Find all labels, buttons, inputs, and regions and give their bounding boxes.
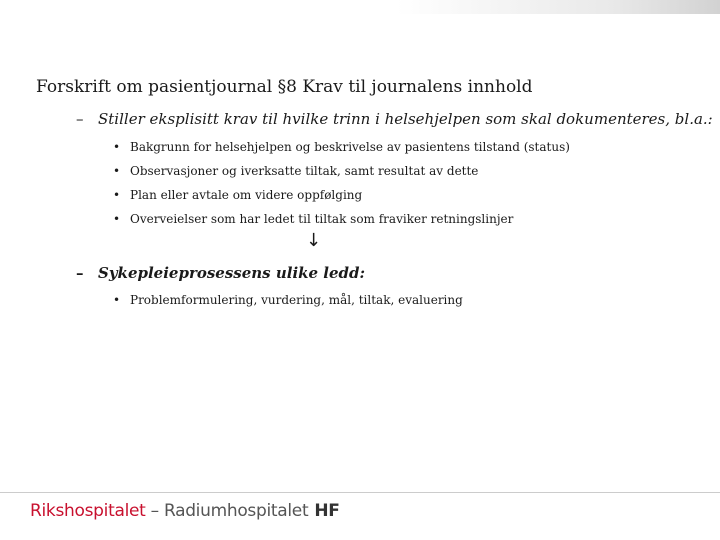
footer-divider (0, 492, 720, 493)
slide-title: Forskrift om pasientjournal §8 Krav til journalens innhold (36, 77, 533, 97)
footer-logo (30, 501, 340, 521)
list-item (113, 164, 478, 178)
list-item-text: Plan eller avtale om videre oppfølging (130, 188, 363, 202)
section-2-text: Sykepleieprosessens ulike ledd: (98, 264, 366, 282)
top-decorative-bar (0, 0, 720, 14)
section-1-heading (76, 110, 713, 128)
bullet-icon: • (113, 188, 121, 202)
section-1-text: Stiller eksplisitt krav til hvilke trinn i helsehjelpen som skal dokumenteres, bl.a.: (98, 110, 713, 128)
section-2-heading (76, 264, 365, 282)
list-item (113, 188, 362, 202)
list-item-text: Bakgrunn for helsehjelpen og beskrivelse av pasientens tilstand (status) (130, 140, 570, 154)
bullet-icon: • (113, 140, 121, 154)
list-item-text: Problemformulering, vurdering, mål, tiltak, evaluering (130, 293, 463, 307)
dash-marker: – (76, 110, 84, 128)
dash-marker: – (76, 264, 84, 282)
logo-rikshospitalet: Rikshospitalet (30, 501, 146, 521)
list-item (113, 293, 463, 307)
logo-hf: HF (314, 501, 340, 521)
list-item (113, 140, 570, 154)
list-item (113, 212, 513, 226)
logo-radiumhospitalet: Radiumhospitalet (163, 501, 309, 521)
bullet-icon: • (113, 212, 121, 226)
down-arrow-icon: ↓ (306, 230, 322, 251)
list-item-text: Observasjoner og iverksatte tiltak, samt resultat av dette (130, 164, 479, 178)
list-item-text: Overveielser som har ledet til tiltak som fraviker retningslinjer (130, 212, 514, 226)
bullet-icon: • (113, 164, 121, 178)
bullet-icon: • (113, 293, 121, 307)
logo-separator: – (145, 501, 164, 521)
